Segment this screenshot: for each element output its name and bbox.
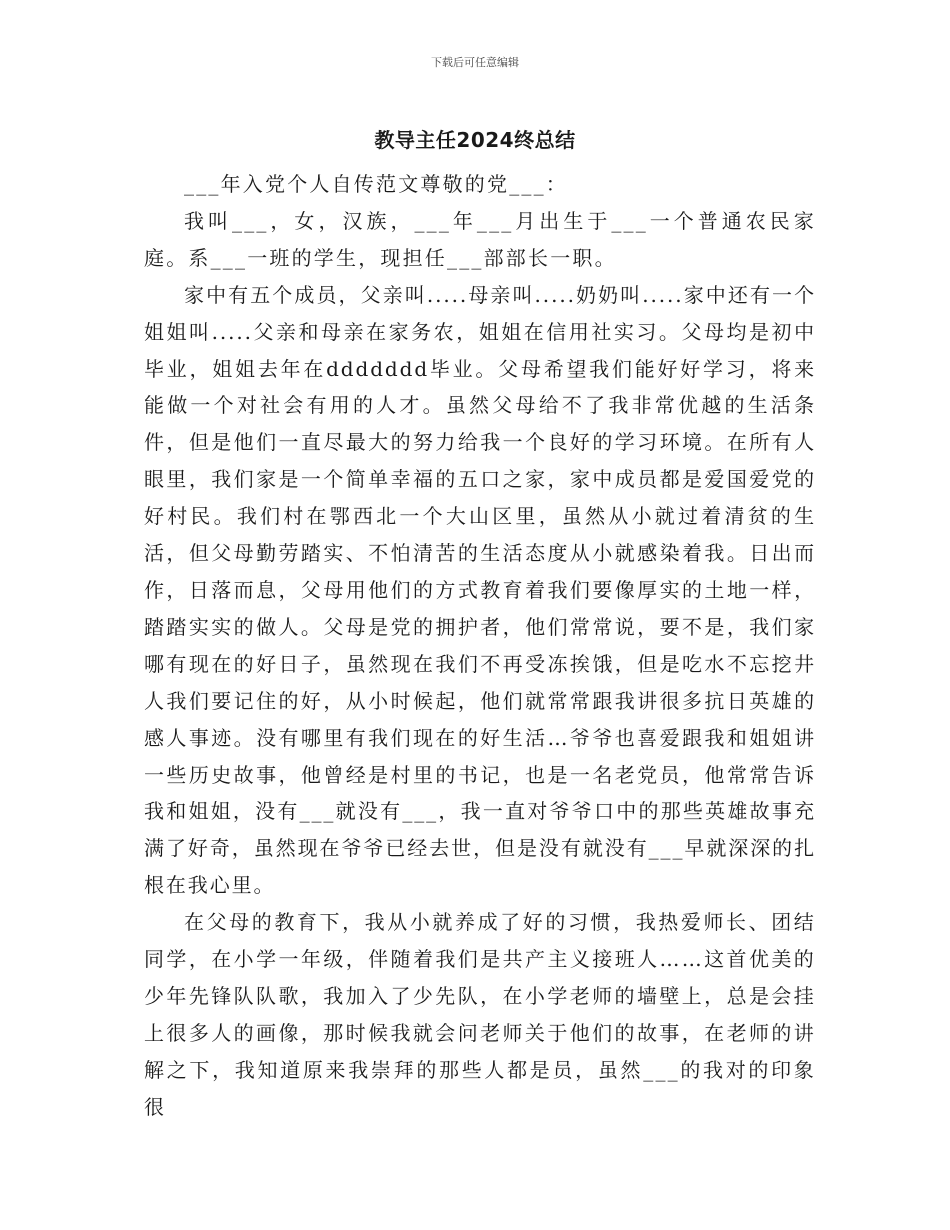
document-title: 教导主任2024终总结: [374, 128, 576, 152]
paragraph-education: 在父母的教育下，我从小就养成了好的习惯，我热爱师长、团结同学，在小学一年级，伴随着我们是共产主义接班人……这首优美的少年先锋队队歌，我加入了少先队，在小学老师的墙壁上，总是会挂上很多人的画像，那时候我就会问老师关于他们的故事，在老师的讲解之下，我知道原来我崇拜的那些人都是员，虽然___的我对的印象很: [144, 910, 816, 1119]
paragraph-self-intro: 我叫___，女，汉族，___年___月出生于___一个普通农民家庭。系___一班的学生，现担任___部部长一职。: [144, 208, 816, 270]
document-body: [144, 166, 816, 1126]
paragraph-family: 家中有五个成员，父亲叫.....母亲叫.....奶奶叫.....家中还有一个姐姐叫.....父亲和母亲在家务农，姐姐在信用社实习。父母均是初中毕业，姐姐去年在ddddddd毕业。父母希望我们能好好学习，将来能做一个对社会有用的人才。虽然父母给不了我非常优越的生活条件，但是他们一直尽最大的努力给我一个良好的学习环境。在所有人眼里，我们家是一个简单幸福的五口之家，家中成员都是爱国爱党的好村民。我们村在鄂西北一个大山区里，虽然从小就过着清贫的生活，但父母勤劳踏实、不怕清苦的生活态度从小就感染着我。日出而作，日落而息，父母用他们的方式教育着我们要像厚实的土地一样，踏踏实实的做人。父母是党的拥护者，他们常常说，要不是，我们家哪有现在的好日子，虽然现在我们不再受冻挨饿，但是吃水不忘挖井人我们要记住的好，从小时候起，他们就常常跟我讲很多抗日英雄的感人事迹。没有哪里有我们现在的好生活…爷爷也喜爱跟我和姐姐讲一些历史故事，他曾经是村里的书记，也是一名老党员，他常常告诉我和姐姐，没有___就没有___，我一直对爷爷口中的那些英雄故事充满了好奇，虽然现在爷爷已经去世，但是没有就没有___早就深深的扎根在我心里。: [144, 282, 816, 898]
paragraph-opening: ___年入党个人自传范文尊敬的党___：: [184, 172, 568, 196]
page-header-note: 下载后可任意编辑: [431, 56, 519, 69]
